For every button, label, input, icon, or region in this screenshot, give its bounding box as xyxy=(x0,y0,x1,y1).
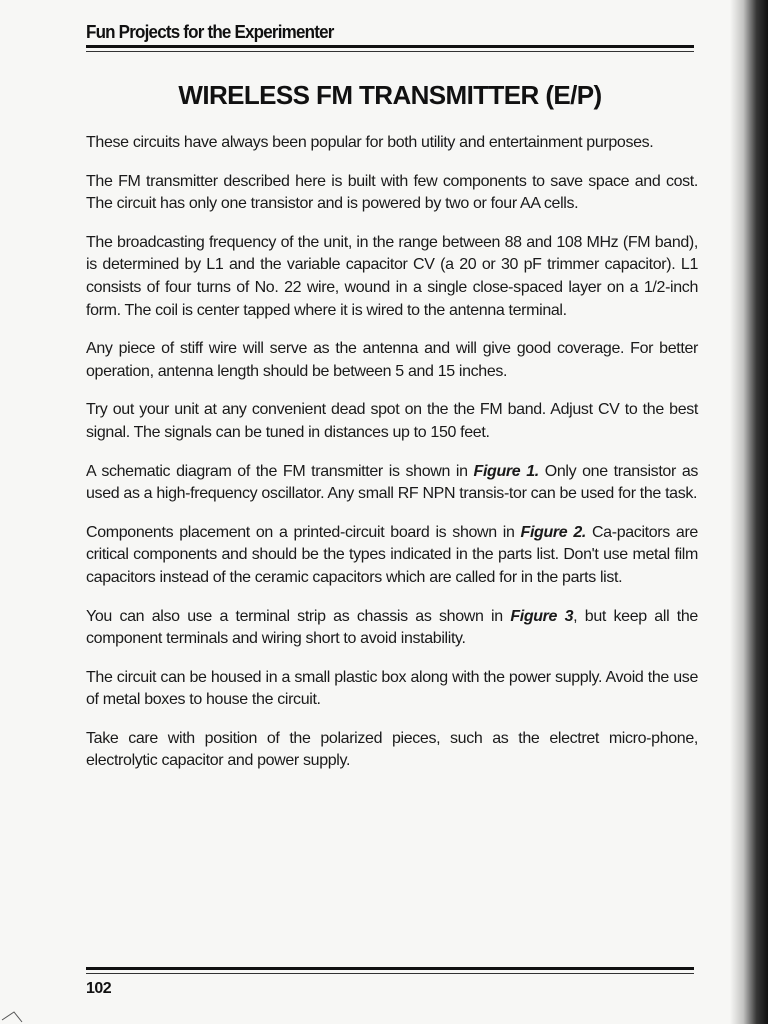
paragraph-frequency: The broadcasting frequency of the unit, in the range between 88 and 108 MHz (FM band), is determined by L1 and the variable capacitor CV (a 20 or 30 pF trimmer capacitor). L1 consists of four turns of No. 22 wire, wound in a single close-spaced layer on a 1/2-inch form. The coil is center tapped where it is wired to the antenna terminal. xyxy=(86,233,698,319)
running-header: Fun Projects for the Experimenter xyxy=(86,22,334,43)
paragraph-polarity: Take care with position of the polarized pieces, such as the electret micro-phone, electrolytic capacitor and power supply. xyxy=(86,729,698,770)
page-number: 102 xyxy=(86,980,112,997)
paragraph-intro: These circuits have always been popular for both utility and entertainment purposes. xyxy=(86,134,654,151)
article-body xyxy=(86,132,698,789)
paragraph-schematic-text-b: Only one transistor as used as a high-frequency oscillator. Any small RF NPN transis-tor can be used for the task. xyxy=(86,462,699,503)
paragraph-terminal-strip xyxy=(86,606,698,651)
page-corner-mark xyxy=(0,1000,40,1024)
paragraph-schematic xyxy=(86,461,698,506)
paragraph-terminal-strip-text-b: , but keep all the component terminals and wiring short to avoid instability. xyxy=(86,607,698,648)
footer-rule-thin xyxy=(86,973,694,974)
paragraph-schematic-text-a: A schematic diagram of the FM transmitter is shown in xyxy=(86,462,474,480)
paragraph-terminal-strip-text-a: You can also use a terminal strip as chassis as shown in xyxy=(86,607,511,625)
paragraph-tuning: Try out your unit at any convenient dead spot on the the FM band. Adjust CV to the best signal. The signals can be tuned in distances up to 150 feet. xyxy=(86,401,698,441)
paragraph-pcb xyxy=(86,522,698,590)
figure-1-reference: Figure 1. xyxy=(473,462,539,480)
figure-2-reference: Figure 2. xyxy=(520,523,586,541)
footer-rule xyxy=(86,967,694,970)
figure-3-reference: Figure 3 xyxy=(510,607,574,625)
header-rule xyxy=(86,45,694,48)
paragraph-antenna: Any piece of stiff wire will serve as the antenna and will give good coverage. For better operation, antenna length should be between 5 and 15 inches. xyxy=(86,340,698,380)
header-rule-thin xyxy=(86,51,694,52)
article-title: WIRELESS FM TRANSMITTER (E/P) xyxy=(178,80,602,110)
paragraph-pcb-text-a: Components placement on a printed-circuit board is shown in xyxy=(86,523,521,541)
paragraph-pcb-text-b: Ca-pacitors are critical components and should be the types indicated in the parts list. Don't use metal film capacitors instead of the ceramic capacitors which are called for in the parts list. xyxy=(86,523,698,586)
paragraph-overview: The FM transmitter described here is built with few components to save space and cost. The circuit has only one transistor and is powered by two or four AA cells. xyxy=(86,172,698,213)
paragraph-housing: The circuit can be housed in a small plastic box along with the power supply. Avoid the use of metal boxes to house the circuit. xyxy=(86,668,698,709)
page-binding-shadow xyxy=(730,0,768,1024)
